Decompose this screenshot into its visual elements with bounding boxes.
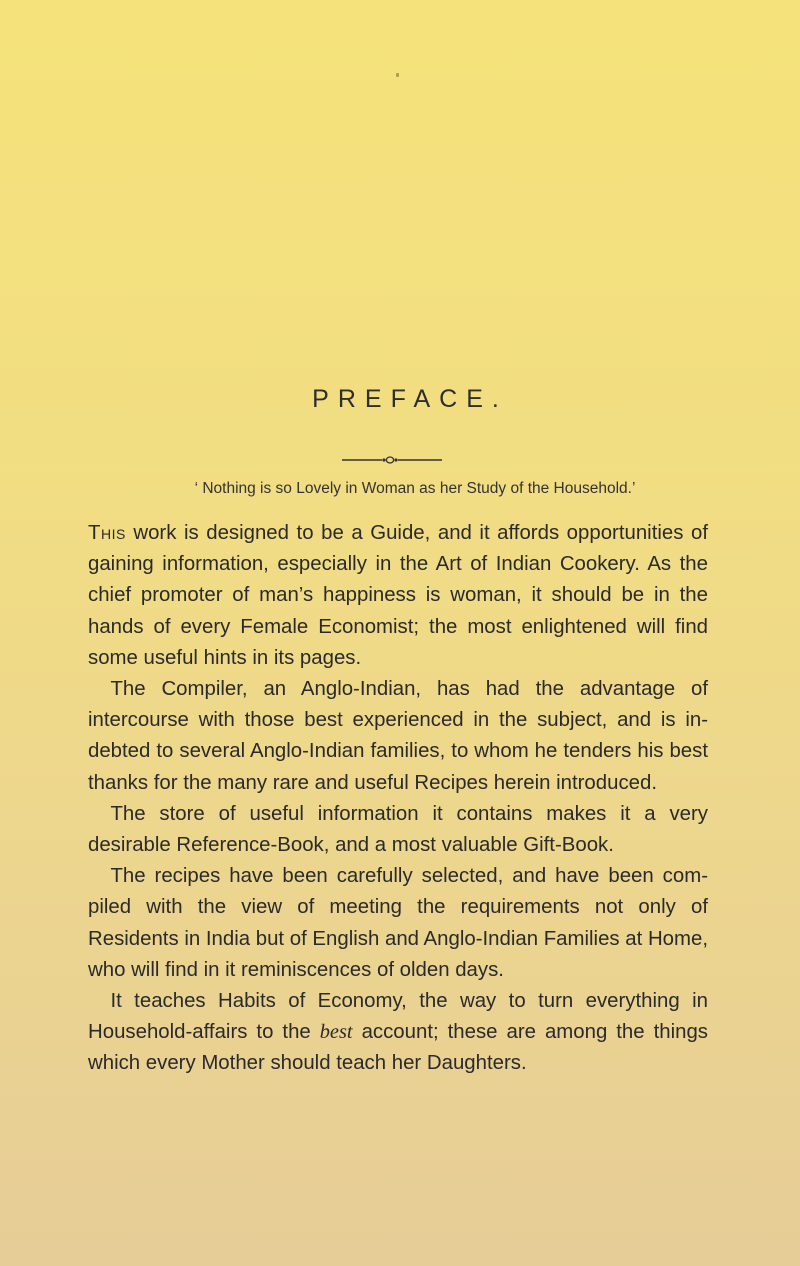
page-title: PREFACE. <box>312 385 508 413</box>
paragraph-5-emphasis: best <box>319 1021 353 1044</box>
paragraph-5-after: account; these are among the things which every Mother should teach her Daughters. <box>88 1021 708 1075</box>
paragraph-2: The Compiler, an Anglo-Indian, has had the advantage of intercourse with those best experienced in the subject, and is indebted to several Anglo-Indian families, to whom he tenders his best thanks for the many rare and useful Recipes herein introduced. <box>88 678 708 794</box>
paragraph-4: The recipes have been carefully selected, and have been compiled with the view of meeting the requirements not only of Residents in India but of English and Anglo-Indian Families at Home, who will find in it reminiscences of olden days. <box>88 865 709 981</box>
paragraph-1-text: work is designed to be a Guide, and it affords opportunities of gaining information, especially in the Art of Indian Cookery. As the chief promoter of man’s happiness is woman, it should be in the hands of every Female Economist; the most enlightened will find some useful hints in its pages. <box>88 522 708 669</box>
paragraph-5 <box>88 986 708 1080</box>
preface-body <box>88 518 708 1080</box>
paragraph-5-before: It teaches Habits of Economy, the way to turn everything in Household-affairs to the <box>88 990 708 1044</box>
paragraph-1-lead: This <box>88 522 126 544</box>
paragraph-3: The store of useful information it contains makes it a very desirable Reference-Book, and a most valuable Gift-Book. <box>88 802 708 857</box>
paragraph-1 <box>88 518 708 674</box>
epigraph-quote: ‘ Nothing is so Lovely in Woman as her Study of the Household.’ <box>194 480 636 497</box>
title-ornament-divider <box>342 455 442 465</box>
paper-speck <box>396 73 399 77</box>
